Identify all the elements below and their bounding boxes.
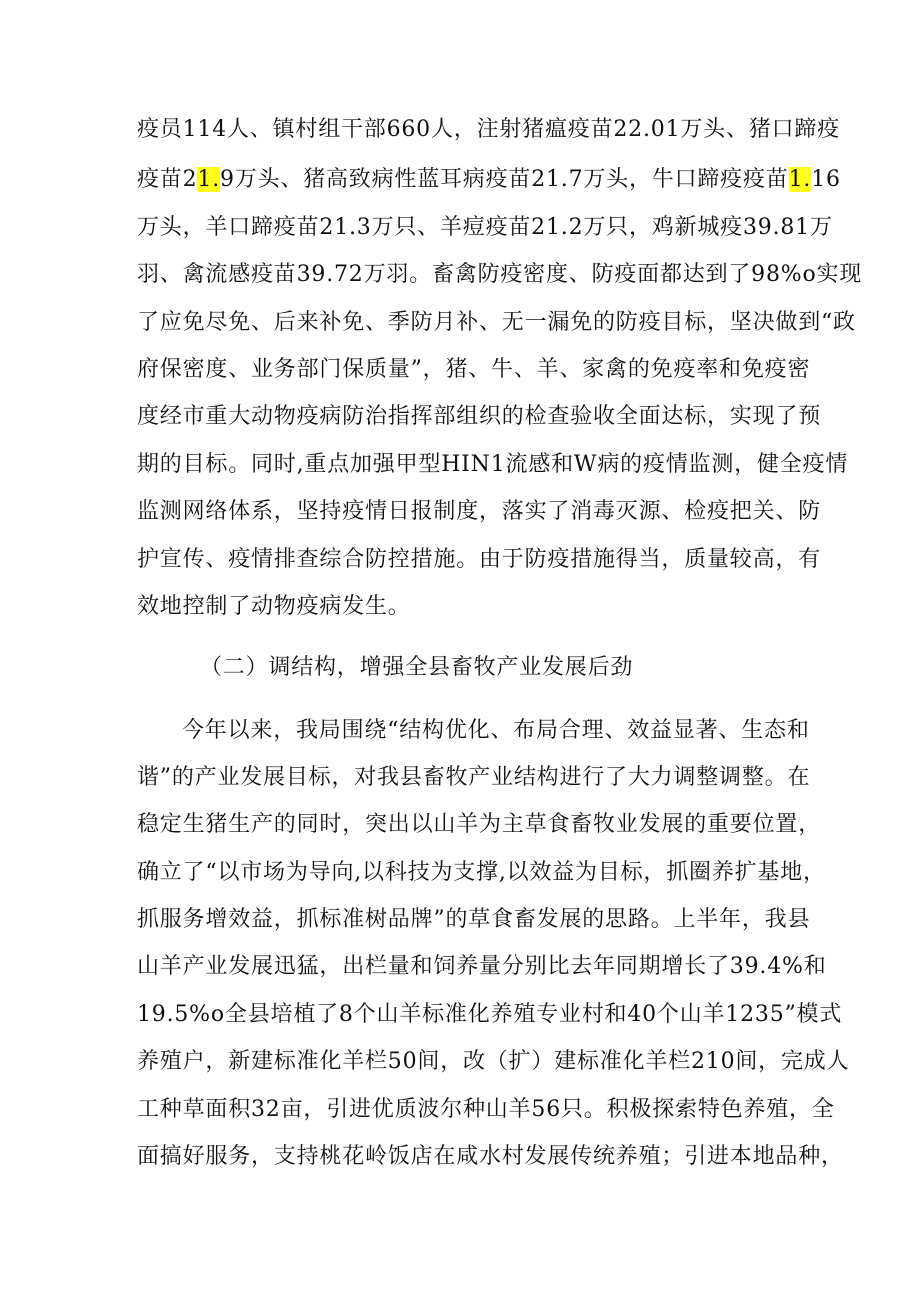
- text-line: 府保密度、业务部门保质量”，猪、牛、羊、家禽的免疫率和免疫密: [137, 357, 811, 382]
- text-line: 护宣传、疫情排查综合防控措施。由于防疫措施得当，质量较高，有: [137, 547, 822, 572]
- highlighted-text: 1.: [788, 167, 812, 192]
- text-segment: 9万头、猪高致病性蓝耳病疫苗21.7万头，牛口蹄疫疫苗: [220, 167, 789, 192]
- text-line: 万头，羊口蹄疫苗21.3万只、羊痘疫苗21.2万只，鸡新城疫39.81万: [137, 215, 833, 240]
- text-line: 今年以来，我局围绕“结构优化、布局合理、效益显著、生态和: [182, 718, 810, 743]
- text-line: 羽、禽流感疫苗39.72万羽。畜禽防疫密度、防疫面都达到了98%o实现: [137, 262, 863, 287]
- text-line: 度经市重大动物疫病防治指挥部组织的检查验收全面达标，实现了预: [137, 404, 822, 429]
- text-segment: 疫苗2: [137, 167, 198, 192]
- text-line: 谐”的产业发展目标，对我县畜牧产业结构进行了大力调整调整。在: [137, 765, 811, 790]
- highlighted-text: 1.: [197, 167, 220, 192]
- text-line: 了应免尽免、后来补免、季防月补、无一漏免的防疫目标，坚决做到“政: [137, 310, 856, 335]
- text-line: [137, 165, 841, 195]
- text-segment: 16: [811, 167, 841, 192]
- text-line: 确立了“以市场为导向,以科技为支撑,以效益为目标，抓圈养扩基地，: [137, 860, 826, 885]
- text-line: 疫员114人、镇村组干部660人，注射猪瘟疫苗22.01万头、猪口蹄疫: [137, 117, 840, 142]
- text-line: 稳定生猪生产的同时，突出以山羊为主草食畜牧业发展的重要位置，: [137, 812, 822, 837]
- text-line: 养殖户，新建标准化羊栏50间，改（扩）建标准化羊栏210间，完成人: [137, 1049, 850, 1074]
- text-line: 监测网络体系，坚持疫情日报制度，落实了消毒灭源、检疫把关、防: [137, 499, 822, 524]
- text-line: 面搞好服务，支持桃花岭饭店在咸水村发展传统养殖；引进本地品种，: [137, 1144, 844, 1169]
- text-line: 山羊产业发展迅猛，出栏量和饲养量分别比去年同期增长了39.4%和: [137, 954, 827, 979]
- section-heading: （二）调结构，增强全县畜牧产业发展后劲: [200, 655, 634, 680]
- text-line: 工种草面积32亩，引进优质波尔种山羊56只。积极探索特色养殖，全: [137, 1097, 835, 1122]
- text-line: 19.5%o全县培植了8个山羊标准化养殖专业村和40个山羊1235”模式: [137, 1002, 843, 1027]
- text-line: 抓服务增效益，抓标准树品牌”的草食畜发展的思路。上半年，我县: [137, 907, 811, 932]
- text-line: 期的目标。同时,重点加强甲型HIN1流感和W病的疫情监测，健全疫情: [137, 452, 849, 477]
- text-line: 效地控制了动物疫病发生。: [137, 594, 411, 619]
